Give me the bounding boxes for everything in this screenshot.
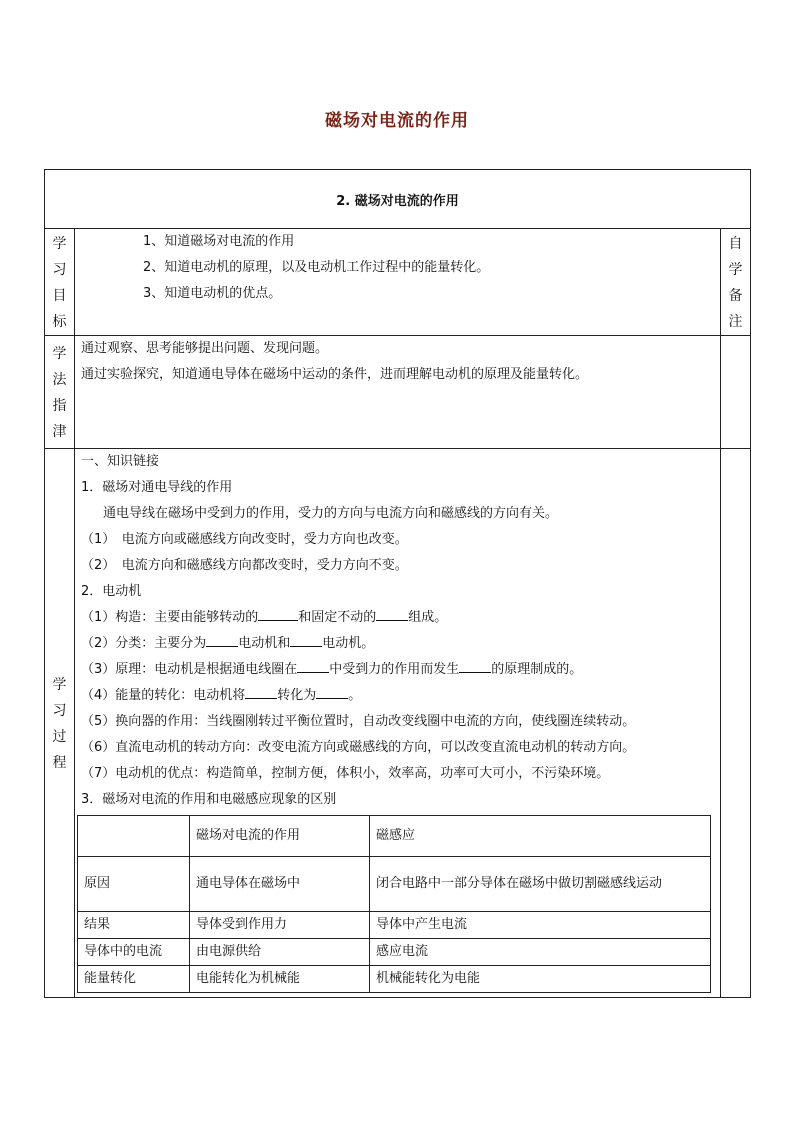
subsection-title: 2．电动机 — [81, 584, 142, 599]
subsection-title: 3．磁场对电流的作用和电磁感应现象的区别 — [81, 792, 337, 807]
page-title: 磁场对电流的作用 — [325, 111, 469, 131]
section-heading: 2. 磁场对电流的作用 — [45, 170, 751, 229]
table-cell: 电能转化为机械能 — [190, 966, 370, 993]
list-item: （1） 电流方向或磁感线方向改变时，受力方向也改变。 — [81, 532, 408, 547]
goal-item: 2、知道电动机的原理，以及电动机工作过程中的能量转化。 — [143, 260, 490, 275]
process-content — [75, 449, 721, 998]
table-cell: 机械能转化为电能 — [370, 966, 711, 993]
goals-content — [75, 229, 721, 336]
goal-item: 1、知道磁场对电流的作用 — [143, 234, 295, 249]
lesson-table — [44, 169, 751, 998]
goals-label: 学 习 目 标 — [45, 229, 75, 336]
list-item: （5）换向器的作用：当线圈刚转过平衡位置时，自动改变线圈中电流的方向，使线圈连续转动。 — [81, 714, 636, 729]
answer-blank[interactable] — [206, 632, 238, 647]
table-cell: 感应电流 — [370, 939, 711, 966]
table-cell: 闭合电路中一部分导体在磁场中做切割磁感线运动 — [370, 857, 711, 912]
fill-blank-item: （2）分类：主要分为 电动机和 电动机。 — [75, 631, 720, 657]
part-title: 一、知识链接 — [81, 454, 160, 469]
notes-cell — [721, 336, 751, 449]
notes-cell — [721, 449, 751, 998]
table-cell: 导体受到作用力 — [190, 912, 370, 939]
answer-blank[interactable] — [376, 606, 408, 621]
answer-blank[interactable] — [297, 658, 329, 673]
goal-item: 3、知道电动机的优点。 — [143, 286, 282, 301]
process-label: 学 习 过 程 — [45, 449, 75, 998]
fill-blank-item: （3）原理：电动机是根据通电线圈在 中受到力的作用而发生 的原理制成的。 — [75, 657, 720, 683]
answer-blank[interactable] — [258, 606, 298, 621]
methods-content — [75, 336, 721, 449]
answer-blank[interactable] — [316, 684, 348, 699]
list-item: （6）直流电动机的转动方向：改变电流方向或磁感线的方向，可以改变直流电动机的转动方向。 — [81, 740, 636, 755]
table-row — [78, 939, 711, 966]
answer-blank[interactable] — [459, 658, 491, 673]
table-header-cell: 磁感应 — [370, 816, 711, 857]
table-cell: 结果 — [78, 912, 190, 939]
subsection-title: 1．磁场对通电导线的作用 — [81, 480, 233, 495]
answer-blank[interactable] — [290, 632, 322, 647]
table-header-cell: 磁场对电流的作用 — [190, 816, 370, 857]
table-cell: 由电源供给 — [190, 939, 370, 966]
table-cell: 导体中的电流 — [78, 939, 190, 966]
table-row — [78, 857, 711, 912]
table-cell: 能量转化 — [78, 966, 190, 993]
fill-blank-item: （4）能量的转化：电动机将 转化为 。 — [75, 683, 720, 709]
method-item: 通过实验探究，知道通电导体在磁场中运动的条件，进而理解电动机的原理及能量转化。 — [81, 367, 589, 382]
method-item: 通过观察、思考能够提出问题、发现问题。 — [81, 341, 329, 356]
fill-blank-item: （1）构造：主要由能够转动的 和固定不动的 组成。 — [75, 605, 720, 631]
list-item: （2） 电流方向和磁感线方向都改变时，受力方向不变。 — [81, 558, 408, 573]
table-header-cell — [78, 816, 190, 857]
table-row — [78, 816, 711, 857]
table-cell: 导体中产生电流 — [370, 912, 711, 939]
notes-label: 自 学 备 注 — [721, 229, 751, 336]
list-item: （7）电动机的优点：构造简单，控制方便，体积小，效率高，功率可大可小，不污染环境。 — [81, 766, 610, 781]
table-cell: 原因 — [78, 857, 190, 912]
answer-blank[interactable] — [245, 684, 277, 699]
paragraph: 通电导线在磁场中受到力的作用，受力的方向与电流方向和磁感线的方向有关。 — [103, 506, 559, 521]
comparison-table — [77, 815, 711, 993]
table-row — [78, 912, 711, 939]
methods-label: 学 法 指 津 — [45, 336, 75, 449]
table-row — [78, 966, 711, 993]
table-cell: 通电导体在磁场中 — [190, 857, 370, 912]
